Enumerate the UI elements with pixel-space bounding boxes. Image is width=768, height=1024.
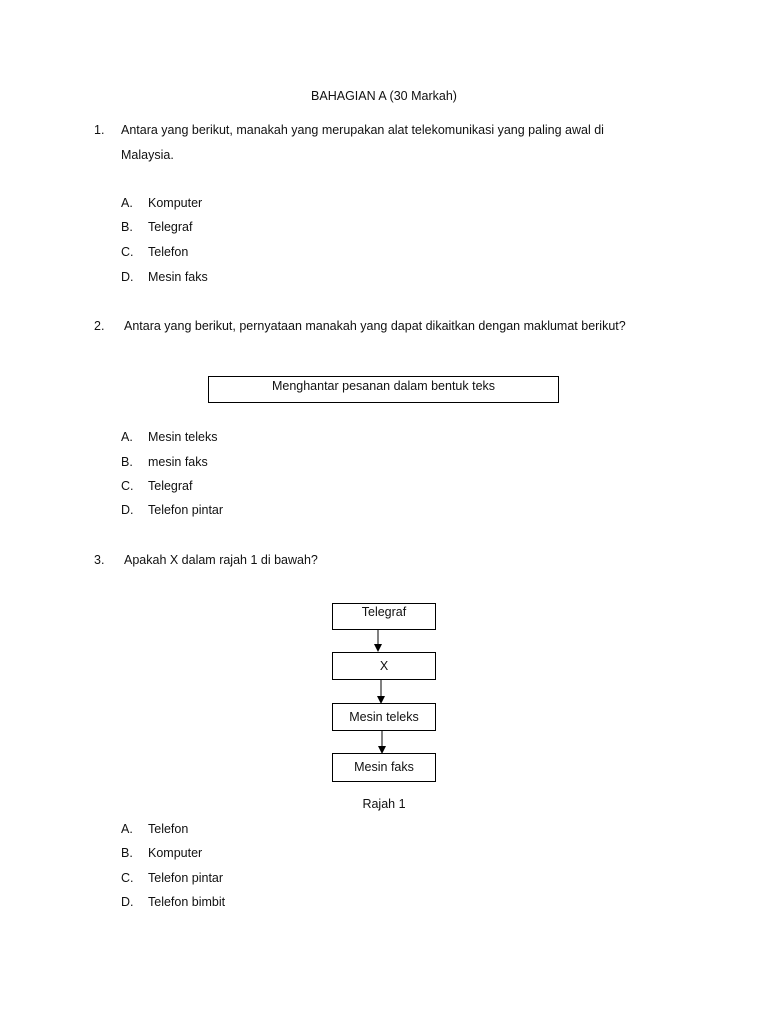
question-2-option-c[interactable]: Telegraf: [148, 479, 193, 493]
flow-box-mesin-teleks: Mesin teleks: [332, 703, 436, 731]
question-2-option-a-letter: A.: [121, 430, 133, 444]
question-1-text-line2: Malaysia.: [121, 148, 174, 162]
question-1-text-line1: Antara yang berikut, manakah yang merupakan alat telekomunikasi yang paling awal di: [121, 123, 604, 137]
question-1-option-c[interactable]: Telefon: [148, 245, 189, 259]
question-3-option-c[interactable]: Telefon pintar: [148, 871, 224, 885]
question-2-option-c-letter: C.: [121, 479, 134, 493]
question-1-option-d[interactable]: Mesin faks: [148, 270, 208, 284]
question-1-option-a[interactable]: Komputer: [148, 196, 203, 210]
flow-box-telegraf: Telegraf: [332, 603, 436, 630]
question-1-option-d-letter: D.: [121, 270, 134, 284]
flow-box-mesin-faks: Mesin faks: [332, 753, 436, 782]
question-1-option-c-letter: C.: [121, 245, 134, 259]
question-1-option-b[interactable]: Telegraf: [148, 220, 193, 234]
question-2-option-b[interactable]: mesin faks: [148, 455, 208, 469]
question-3-number: 3.: [94, 553, 105, 567]
question-2-info-box: Menghantar pesanan dalam bentuk teks: [208, 376, 559, 403]
question-2-option-d[interactable]: Telefon pintar: [148, 503, 224, 517]
question-3-option-d-letter: D.: [121, 895, 134, 909]
question-3-option-b[interactable]: Komputer: [148, 846, 203, 860]
question-3-option-b-letter: B.: [121, 846, 133, 860]
question-3-option-a-letter: A.: [121, 822, 133, 836]
question-3-text: Apakah X dalam rajah 1 di bawah?: [124, 553, 318, 567]
question-3-option-d[interactable]: Telefon bimbit: [148, 895, 226, 909]
question-2-option-a[interactable]: Mesin teleks: [148, 430, 218, 444]
question-3-option-a[interactable]: Telefon: [148, 822, 189, 836]
diagram-caption: Rajah 1: [362, 797, 406, 811]
question-2-option-d-letter: D.: [121, 503, 134, 517]
flow-box-x: X: [332, 652, 436, 680]
question-1-option-a-letter: A.: [121, 196, 133, 210]
question-3-option-c-letter: C.: [121, 871, 134, 885]
question-1-option-b-letter: B.: [121, 220, 133, 234]
question-2-text: Antara yang berikut, pernyataan manakah yang dapat dikaitkan dengan maklumat berikut?: [124, 319, 626, 333]
question-2-number: 2.: [94, 319, 105, 333]
section-title: BAHAGIAN A (30 Markah): [311, 89, 457, 103]
question-2-option-b-letter: B.: [121, 455, 133, 469]
question-1-number: 1.: [94, 123, 105, 137]
